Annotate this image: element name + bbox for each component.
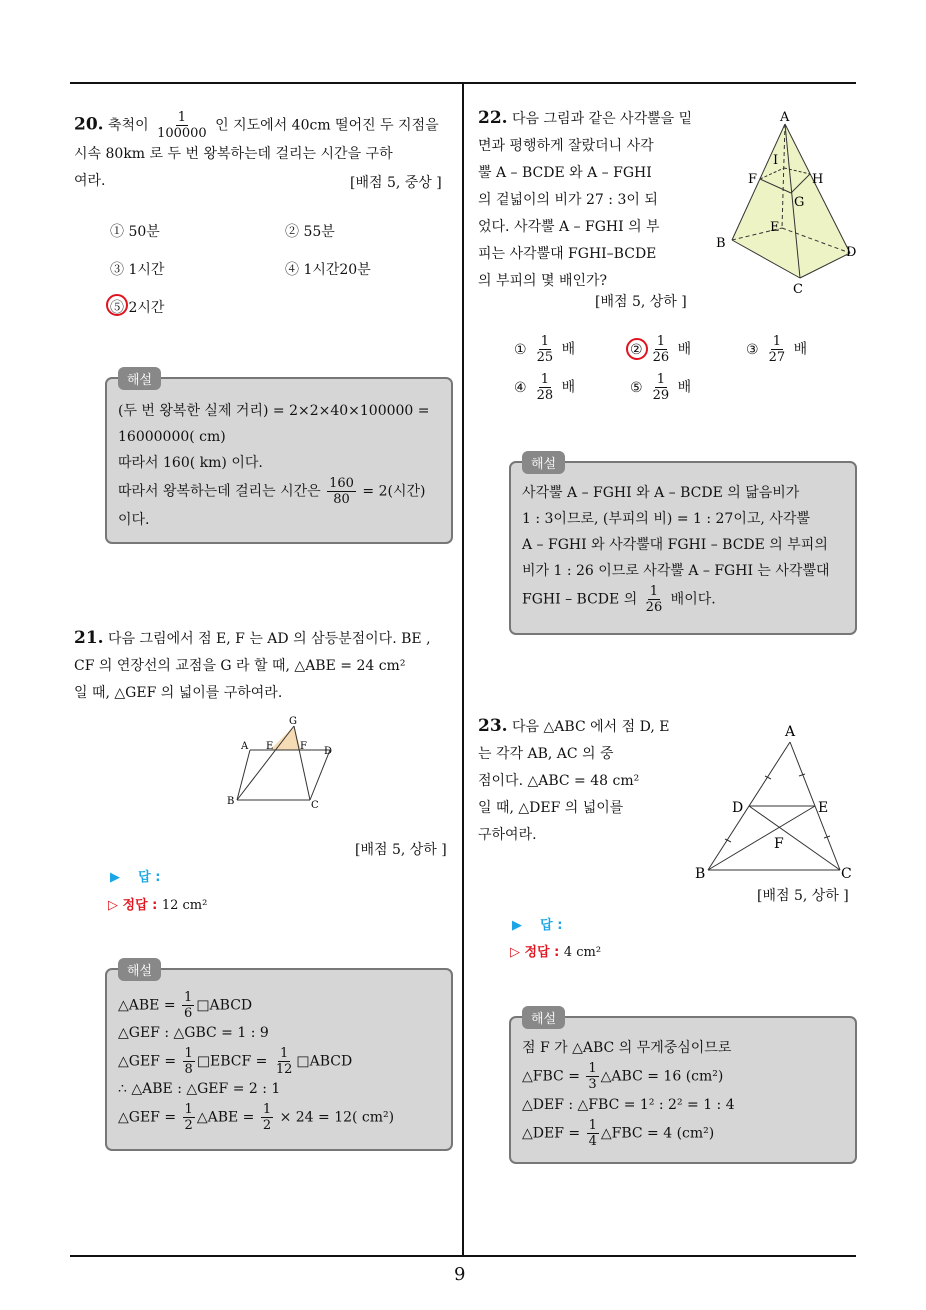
label-i: I [773, 153, 779, 168]
option-3[interactable]: ③ 1시간 [110, 262, 165, 278]
label-a: A [785, 724, 796, 740]
score-label: [배점 5, 상하 ] [757, 888, 849, 904]
label-f: F [300, 741, 307, 752]
page-number: 9 [454, 1264, 466, 1285]
label-f: F [774, 836, 784, 852]
label-b: B [227, 796, 235, 807]
question-20: 20. 축척이 $\frac{1}{100000}$ 인 지도에서 40cm 떨어진 두 지점을 시속 80km 로 두 번 왕복하는데 걸리는 시간을 구하 여라. [74, 110, 439, 189]
option-1[interactable]: ① 50분 [110, 224, 160, 240]
correct-answer: ▷ 정답 : 12 cm² [108, 898, 208, 913]
solution-tag: 해설 [118, 367, 161, 390]
pyramid-figure [712, 110, 862, 300]
label-g: G [794, 195, 805, 210]
solution-text: (두 번 왕복한 실제 거리) = 2×2×40×100000 = 16000000( cm) 따라서 160( km) 이다. 따라서 왕복하는데 걸리는 시간은 $\frac{160}{80}$ = 2(시간) 이다. [118, 403, 430, 528]
score-label: [배점 5, 상하 ] [595, 294, 687, 310]
label-c: C [841, 866, 852, 882]
option-3[interactable]: ③ $\frac{1}{27}$ 배 [746, 334, 808, 365]
selected-answer-mark [106, 294, 128, 316]
label-c: C [793, 282, 803, 297]
label-e: E [818, 800, 829, 816]
triangle-figure [692, 720, 862, 885]
option-2[interactable]: ② $\frac{1}{26}$ 배 [630, 334, 692, 365]
question-number: 20. [74, 114, 104, 135]
score-label: [배점 5, 상하 ] [355, 842, 447, 858]
label-a: A [241, 741, 249, 752]
label-b: B [695, 866, 706, 882]
score-label: [배점 5, 중상 ] [350, 175, 442, 191]
solution-text: 점 F 가 △ABC 의 무게중심이므로 △FBC = $\frac{1}{3}$ △ABC = 16 (cm²) △DEF : △FBC = 1² : 2² = 1 : 4 △DEF = $\frac{1}{4}$ △FBC = 4 (cm²) [522, 1040, 735, 1149]
solution-tag: 해설 [522, 451, 565, 474]
label-a: A [780, 110, 790, 125]
label-c: C [311, 800, 319, 811]
option-5[interactable]: ⑤ $\frac{1}{29}$ 배 [630, 372, 692, 403]
question-number: 22. [478, 108, 508, 128]
correct-answer: ▷ 정답 : 4 cm² [510, 945, 602, 960]
answer-line: ▶ 답 : [110, 870, 161, 885]
label-g: G [289, 716, 297, 727]
column-divider [462, 82, 464, 1257]
question-22: 22. 다음 그림과 같은 사각뿔을 밑 면과 평행하게 잘랐더니 사각 뿔 A – BCDE 와 A – FGHI 의 겉넓이의 비가 27 : 3이 되 었다. 사각뿔 A – FGHI 의 부 피는 사각뿔대 FGHI–BCDE 의 부피의 몇 배인가? [478, 108, 693, 289]
fraction: $\frac{1}{100000}$ [157, 110, 207, 141]
option-4[interactable]: ④ $\frac{1}{28}$ 배 [514, 372, 576, 403]
label-e: E [770, 220, 780, 235]
question-number: 21. [74, 628, 104, 648]
question-23: 23. 다음 △ABC 에서 점 D, E 는 각각 AB, AC 의 중 점이다. △ABC = 48 cm² 일 때, △DEF 의 넓이를 구하여라. [478, 716, 670, 843]
solution-text: 사각뿔 A – FGHI 와 A – BCDE 의 닮음비가 1 : 3이므로, (부피의 비) = 1 : 27이고, 사각뿔 A – FGHI 와 사각뿔대 FGHI – BCDE 의 부피의 비가 1 : 26 이므로 사각뿔 A – FGHI 는 사각뿔대 FGHI – BCDE 의 $\frac{1}{26}$ 배이다. [522, 485, 830, 615]
question-number: 23. [478, 716, 508, 736]
question-21: 21. 다음 그림에서 점 E, F 는 AD 의 삼등분점이다. BE , CF 의 연장선의 교점을 G 라 할 때, △ABE = 24 cm² 일 때, △GEF 의 넓이를 구하여라. [74, 628, 431, 701]
selected-answer-mark [626, 338, 648, 360]
label-d: D [732, 800, 744, 816]
label-d: D [324, 746, 333, 757]
label-e: E [266, 741, 274, 752]
label-b: B [716, 236, 726, 251]
solution-tag: 해설 [522, 1006, 565, 1029]
option-5[interactable]: ⑤ 2시간 [110, 300, 165, 316]
option-4[interactable]: ④ 1시간20분 [285, 262, 371, 278]
solution-text: △ABE = $\frac{1}{6}$ □ABCD △GEF : △GBC = 1 : 9 △GEF = $\frac{1}{8}$ □EBCF = $\frac{1}{12}$ □ABCD ∴ △ABE : △GEF = 2 : 1 △GEF = $\frac{1}{2}$ △ABE = $\frac{1}{2}$ × 24 = 12( cm²) [118, 990, 395, 1133]
label-h: H [812, 172, 824, 187]
label-d: D [846, 245, 857, 260]
option-2[interactable]: ② 55분 [285, 224, 335, 240]
option-1[interactable]: ① $\frac{1}{25}$ 배 [514, 334, 576, 365]
trapezoid-figure [220, 712, 340, 812]
solution-tag: 해설 [118, 958, 161, 981]
answer-line: ▶ 답 : [512, 918, 563, 933]
label-f: F [748, 172, 758, 187]
